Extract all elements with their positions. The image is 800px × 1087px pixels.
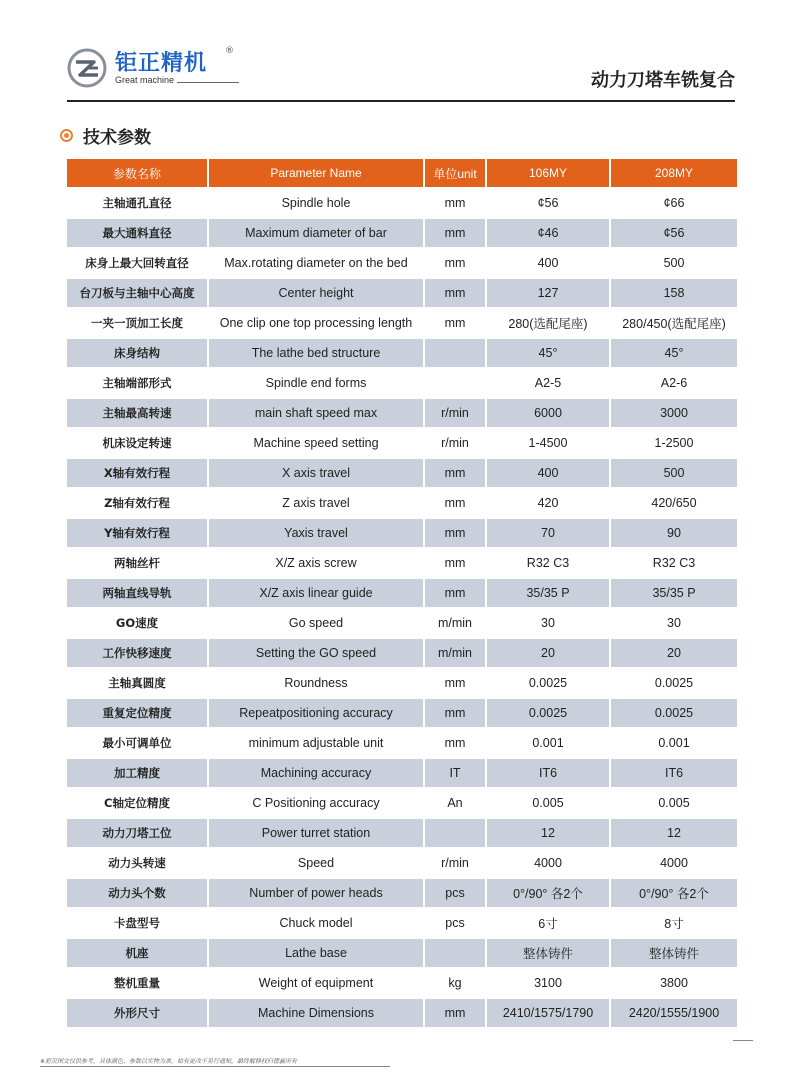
value-106my: 6寸 (485, 909, 609, 937)
param-unit (423, 939, 485, 967)
param-name-cn: 机座 (67, 939, 207, 967)
table-row (67, 279, 737, 307)
value-106my: 0.001 (485, 729, 609, 757)
table-row (67, 369, 737, 397)
param-name-en: Power turret station (207, 819, 423, 847)
param-unit: IT (423, 759, 485, 787)
spec-table-header (67, 159, 737, 187)
param-name-cn: 床身结构 (67, 339, 207, 367)
table-row (67, 879, 737, 907)
header-model-106my: 106MY (485, 159, 609, 187)
table-row (67, 969, 737, 997)
table-row (67, 699, 737, 727)
value-106my: 35/35 P (485, 579, 609, 607)
param-unit: kg (423, 969, 485, 997)
table-row (67, 309, 737, 337)
param-unit: mm (423, 519, 485, 547)
value-106my: 30 (485, 609, 609, 637)
value-106my: 6000 (485, 399, 609, 427)
param-unit: An (423, 789, 485, 817)
value-106my: 400 (485, 249, 609, 277)
param-name-cn: GO速度 (115, 616, 159, 630)
value-208my: 整体铸件 (609, 939, 737, 967)
header-unit: 单位unit (423, 159, 485, 187)
param-name-en: Spindle hole (207, 189, 423, 217)
param-name-cn: 加工精度 (67, 759, 207, 787)
value-106my: A2-5 (485, 369, 609, 397)
value-208my: 3000 (609, 399, 737, 427)
param-name-cn: 机床设定转速 (102, 436, 172, 450)
param-unit: mm (423, 249, 485, 277)
value-106my: IT6 (485, 759, 609, 787)
param-name-cn: 台刀板与主轴中心高度 (67, 279, 207, 307)
value-208my: 0.0025 (609, 669, 737, 697)
value-208my: 12 (609, 819, 737, 847)
value-208my: A2-6 (609, 369, 737, 397)
spec-table-body (67, 189, 737, 1027)
param-unit: mm (423, 549, 485, 577)
value-106my: 整体铸件 (485, 939, 609, 967)
param-name-en: The lathe bed structure (207, 339, 423, 367)
param-name-en: C Positioning accuracy (207, 789, 423, 817)
table-row (67, 999, 737, 1027)
param-name-cn: 卡盘型号 (114, 916, 160, 930)
param-name-cn: X轴有效行程 (67, 459, 207, 487)
param-name-en: Machine speed setting (207, 429, 423, 457)
param-name-en: Speed (207, 849, 423, 877)
header-param-en: Parameter Name (207, 159, 423, 187)
table-row (67, 819, 737, 847)
section-heading (60, 123, 151, 148)
param-unit: m/min (423, 609, 485, 637)
value-106my: 0°/90° 各2个 (485, 879, 609, 907)
brand-name-en: Great machine (115, 75, 175, 85)
brand-underline (177, 82, 239, 83)
value-106my: ¢46 (485, 219, 609, 247)
page-title: 动力刀塔车铣复合 (591, 70, 735, 91)
param-name-en: Repeatpositioning accuracy (207, 699, 423, 727)
value-208my: ¢66 (609, 189, 737, 217)
value-208my: 8寸 (609, 909, 737, 937)
param-unit: mm (423, 219, 485, 247)
value-106my: R32 C3 (485, 549, 609, 577)
table-row (67, 489, 737, 517)
header-model-208my: 208MY (609, 159, 737, 187)
table-row (67, 549, 737, 577)
param-name-cn: 整机重量 (114, 976, 160, 990)
brand-logo (67, 44, 247, 96)
param-name-en: Number of power heads (207, 879, 423, 907)
value-208my: 90 (609, 519, 737, 547)
table-row (67, 519, 737, 547)
value-208my: ¢56 (609, 219, 737, 247)
table-row (67, 849, 737, 877)
param-unit (423, 339, 485, 367)
value-106my: 400 (485, 459, 609, 487)
corner-rule (733, 1040, 753, 1041)
table-row (67, 729, 737, 757)
value-208my: R32 C3 (609, 549, 737, 577)
param-name-en: Go speed (207, 609, 423, 637)
footnote: ※彩页图文仅供参考，具体颜色、参数以实物为准，如有更改不另行通知，最终解释权归德赢所有 (40, 1058, 298, 1065)
param-unit (423, 819, 485, 847)
param-unit: mm (423, 309, 485, 337)
value-208my: 500 (609, 459, 737, 487)
table-row (67, 249, 737, 277)
value-106my: 0.0025 (485, 669, 609, 697)
param-unit: r/min (423, 399, 485, 427)
value-208my: 35/35 P (609, 579, 737, 607)
brand-emblem-icon (67, 48, 107, 88)
value-106my: 280(选配尾座) (485, 309, 609, 337)
param-unit: mm (423, 489, 485, 517)
value-106my: 127 (485, 279, 609, 307)
param-name-en: Machining accuracy (207, 759, 423, 787)
value-208my: 45° (609, 339, 737, 367)
table-row (67, 939, 737, 967)
value-208my: 0.001 (609, 729, 737, 757)
table-row (67, 909, 737, 937)
table-row (67, 789, 737, 817)
param-name-cn: 动力头转速 (108, 856, 166, 870)
table-row (67, 579, 737, 607)
registered-mark: ® (225, 46, 234, 56)
value-106my: 70 (485, 519, 609, 547)
param-name-cn: 工作快移速度 (67, 639, 207, 667)
param-name-cn: 两轴直线导轨 (67, 579, 207, 607)
param-unit: pcs (423, 909, 485, 937)
spec-table (67, 157, 737, 1029)
page-header (67, 44, 735, 102)
value-106my: 12 (485, 819, 609, 847)
param-name-cn: Z轴有效行程 (104, 496, 170, 510)
param-name-cn: 主轴真圆度 (108, 676, 166, 690)
param-unit: mm (423, 699, 485, 727)
value-208my: IT6 (609, 759, 737, 787)
param-name-en: Yaxis travel (207, 519, 423, 547)
value-208my: 1-2500 (609, 429, 737, 457)
table-row (67, 189, 737, 217)
param-unit: r/min (423, 429, 485, 457)
value-208my: 0.005 (609, 789, 737, 817)
param-unit: m/min (423, 639, 485, 667)
param-name-en: Maximum diameter of bar (207, 219, 423, 247)
param-name-en: One clip one top processing length (207, 309, 423, 337)
table-row (67, 219, 737, 247)
value-106my: 1-4500 (485, 429, 609, 457)
param-name-cn: C轴定位精度 (104, 796, 170, 810)
param-name-en: Weight of equipment (207, 969, 423, 997)
param-name-cn: 外形尺寸 (67, 999, 207, 1027)
value-106my: 4000 (485, 849, 609, 877)
param-name-cn: 最小可调单位 (102, 736, 172, 750)
param-name-en: minimum adjustable unit (207, 729, 423, 757)
value-208my: 2420/1555/1900 (609, 999, 737, 1027)
table-row (67, 459, 737, 487)
value-208my: 280/450(选配尾座) (609, 309, 737, 337)
param-unit: mm (423, 459, 485, 487)
param-unit: mm (423, 669, 485, 697)
param-name-en: X/Z axis linear guide (207, 579, 423, 607)
param-name-en: Roundness (207, 669, 423, 697)
param-name-en: Spindle end forms (207, 369, 423, 397)
param-unit: pcs (423, 879, 485, 907)
header-param-cn: 参数名称 (67, 159, 207, 187)
value-106my: 45° (485, 339, 609, 367)
param-name-cn: 动力头个数 (67, 879, 207, 907)
param-unit (423, 369, 485, 397)
param-unit: mm (423, 579, 485, 607)
value-208my: 158 (609, 279, 737, 307)
value-208my: 4000 (609, 849, 737, 877)
param-unit: r/min (423, 849, 485, 877)
param-name-cn: 主轴端部形式 (102, 376, 172, 390)
param-name-en: Center height (207, 279, 423, 307)
table-row (67, 639, 737, 667)
param-name-en: Z axis travel (207, 489, 423, 517)
param-unit: mm (423, 999, 485, 1027)
value-208my: 20 (609, 639, 737, 667)
param-name-cn: 床身上最大回转直径 (85, 256, 189, 270)
value-106my: ¢56 (485, 189, 609, 217)
param-name-en: Max.rotating diameter on the bed (207, 249, 423, 277)
param-name-cn: 一夹一顶加工长度 (91, 316, 183, 330)
value-106my: 2410/1575/1790 (485, 999, 609, 1027)
param-name-cn: 动力刀塔工位 (67, 819, 207, 847)
param-name-en: X/Z axis screw (207, 549, 423, 577)
value-106my: 0.0025 (485, 699, 609, 727)
value-208my: 3800 (609, 969, 737, 997)
table-row (67, 609, 737, 637)
section-bullet-icon (60, 129, 73, 142)
param-name-cn: Y轴有效行程 (67, 519, 207, 547)
param-unit: mm (423, 279, 485, 307)
brand-name-cn: 钜正精机 (115, 51, 208, 76)
table-row (67, 399, 737, 427)
param-name-cn: 主轴通孔直径 (102, 196, 172, 210)
section-title-text: 技术参数 (83, 128, 151, 148)
param-name-en: Machine Dimensions (207, 999, 423, 1027)
value-208my: 500 (609, 249, 737, 277)
param-name-en: main shaft speed max (207, 399, 423, 427)
value-106my: 20 (485, 639, 609, 667)
param-unit: mm (423, 189, 485, 217)
value-106my: 420 (485, 489, 609, 517)
value-208my: 30 (609, 609, 737, 637)
param-name-en: X axis travel (207, 459, 423, 487)
table-row (67, 429, 737, 457)
value-208my: 0°/90° 各2个 (609, 879, 737, 907)
table-row (67, 669, 737, 697)
param-name-en: Lathe base (207, 939, 423, 967)
param-unit: mm (423, 729, 485, 757)
param-name-cn: 主轴最高转速 (67, 399, 207, 427)
value-208my: 0.0025 (609, 699, 737, 727)
param-name-cn: 重复定位精度 (67, 699, 207, 727)
value-106my: 3100 (485, 969, 609, 997)
param-name-en: Setting the GO speed (207, 639, 423, 667)
footnote-rule (40, 1066, 390, 1067)
value-208my: 420/650 (609, 489, 737, 517)
param-name-en: Chuck model (207, 909, 423, 937)
param-name-cn: 两轴丝杆 (114, 556, 160, 570)
value-106my: 0.005 (485, 789, 609, 817)
table-row (67, 759, 737, 787)
table-row (67, 339, 737, 367)
param-name-cn: 最大通料直径 (67, 219, 207, 247)
